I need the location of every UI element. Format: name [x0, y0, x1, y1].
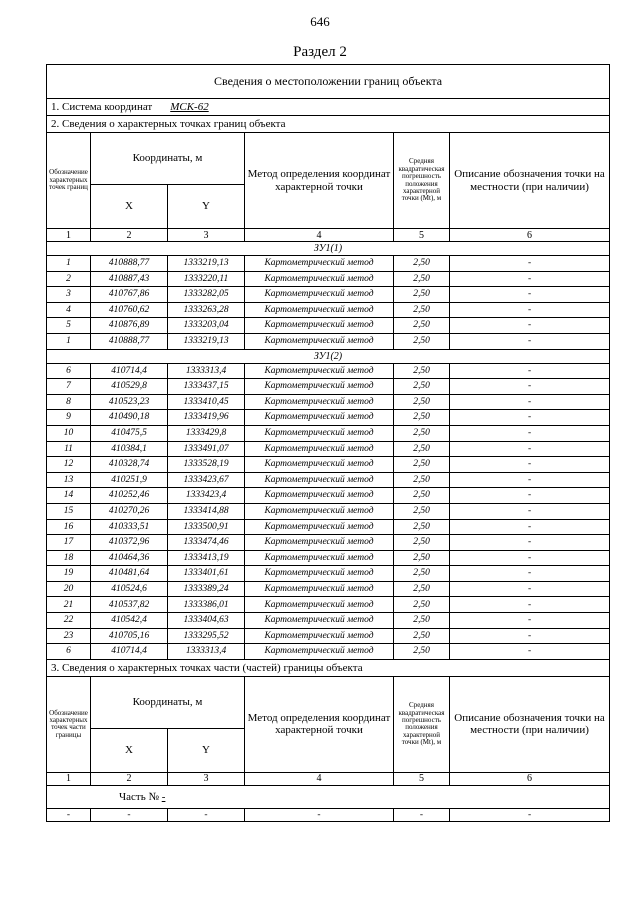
x-cell: 410490,18 — [91, 410, 168, 426]
point-id-cell: 6 — [47, 363, 91, 379]
x-cell: 410523,23 — [91, 394, 168, 410]
x-cell: 410876,89 — [91, 318, 168, 334]
point-id-cell: 6 — [47, 644, 91, 660]
point-id-cell: 22 — [47, 613, 91, 629]
column-number-cell: 2 — [91, 229, 168, 242]
method-cell: Картометрический метод — [245, 644, 394, 660]
empty-cell: - — [245, 808, 394, 821]
x-cell: 410481,64 — [91, 566, 168, 582]
method-cell: Картометрический метод — [245, 256, 394, 272]
method-cell: Картометрический метод — [245, 457, 394, 473]
empty-cell: - — [450, 808, 610, 821]
column-number-cell: 3 — [168, 229, 245, 242]
points-section-title: 2. Сведения о характерных точках границ объекта — [47, 116, 610, 133]
point-id-cell: 8 — [47, 394, 91, 410]
table-row — [47, 472, 610, 488]
mt-cell: 2,50 — [394, 425, 450, 441]
desc-cell: - — [450, 613, 610, 629]
part-row — [47, 785, 610, 808]
desc-cell: - — [450, 302, 610, 318]
x-cell: 410252,46 — [91, 488, 168, 504]
y-cell: 1333219,13 — [168, 256, 245, 272]
table-row — [47, 271, 610, 287]
method-cell: Картометрический метод — [245, 597, 394, 613]
mt-cell: 2,50 — [394, 410, 450, 426]
point-id-cell: 16 — [47, 519, 91, 535]
mt-cell: 2,50 — [394, 441, 450, 457]
desc-cell: - — [450, 597, 610, 613]
y-cell: 1333423,67 — [168, 472, 245, 488]
method-cell: Картометрический метод — [245, 425, 394, 441]
mt-cell: 2,50 — [394, 318, 450, 334]
y-cell: 1333389,24 — [168, 581, 245, 597]
header2-desc: Описание обозначения точки на местности (при наличии) — [450, 676, 610, 772]
point-id-cell: 17 — [47, 535, 91, 551]
method-cell: Картометрический метод — [245, 287, 394, 303]
x-cell: 410888,77 — [91, 256, 168, 272]
method-cell: Картометрический метод — [245, 581, 394, 597]
y-cell: 1333386,01 — [168, 597, 245, 613]
method-cell: Картометрический метод — [245, 566, 394, 582]
mt-cell: 2,50 — [394, 394, 450, 410]
table-row — [47, 535, 610, 551]
y-cell: 1333410,45 — [168, 394, 245, 410]
section-title: Раздел 2 — [293, 44, 347, 60]
table-row — [47, 644, 610, 660]
mt-cell: 2,50 — [394, 457, 450, 473]
mt-cell: 2,50 — [394, 287, 450, 303]
y-cell: 1333413,19 — [168, 550, 245, 566]
table-row — [47, 425, 610, 441]
mt-cell: 2,50 — [394, 535, 450, 551]
mt-cell: 2,50 — [394, 628, 450, 644]
desc-cell: - — [450, 581, 610, 597]
y-cell: 1333313,4 — [168, 363, 245, 379]
desc-cell: - — [450, 503, 610, 519]
point-id-cell: 21 — [47, 597, 91, 613]
mt-cell: 2,50 — [394, 333, 450, 349]
column-number-cell: 2 — [91, 772, 168, 785]
table-row — [47, 333, 610, 349]
header2-coords: Координаты, м — [91, 676, 245, 728]
header2-col1: Обозначение характерных точек части границы — [47, 676, 91, 772]
table-row — [47, 519, 610, 535]
column-number-cell: 5 — [394, 229, 450, 242]
x-cell: 410767,86 — [91, 287, 168, 303]
point-id-cell: 15 — [47, 503, 91, 519]
column-number-cell: 4 — [245, 229, 394, 242]
x-cell: 410464,36 — [91, 550, 168, 566]
point-id-cell: 2 — [47, 271, 91, 287]
method-cell: Картометрический метод — [245, 613, 394, 629]
mt-cell: 2,50 — [394, 613, 450, 629]
table-row — [47, 302, 610, 318]
header-col1: Обозначение характерных точек границ — [47, 133, 91, 229]
y-cell: 1333295,52 — [168, 628, 245, 644]
header2-method: Метод определения координат характерной точки — [245, 676, 394, 772]
empty-cell: - — [47, 808, 91, 821]
y-cell: 1333220,11 — [168, 271, 245, 287]
desc-cell: - — [450, 256, 610, 272]
point-id-cell: 3 — [47, 287, 91, 303]
desc-cell: - — [450, 488, 610, 504]
mt-cell: 2,50 — [394, 519, 450, 535]
header2-mt: Средняя квадратическая погрешность положения характерной точки (Mt), м — [394, 676, 450, 772]
header-desc: Описание обозначения точки на местности (при наличии) — [450, 133, 610, 229]
desc-cell: - — [450, 425, 610, 441]
y-cell: 1333414,88 — [168, 503, 245, 519]
method-cell: Картометрический метод — [245, 628, 394, 644]
empty-cell: - — [168, 808, 245, 821]
column-number-cell: 4 — [245, 772, 394, 785]
mt-cell: 2,50 — [394, 550, 450, 566]
header-mt: Средняя квадратическая погрешность положения характерной точки (Mt), м — [394, 133, 450, 229]
desc-cell: - — [450, 472, 610, 488]
table-row — [47, 503, 610, 519]
table-row — [47, 287, 610, 303]
method-cell: Картометрический метод — [245, 535, 394, 551]
mt-cell: 2,50 — [394, 363, 450, 379]
point-id-cell: 23 — [47, 628, 91, 644]
point-id-cell: 14 — [47, 488, 91, 504]
desc-cell: - — [450, 333, 610, 349]
desc-cell: - — [450, 410, 610, 426]
table-row — [47, 379, 610, 395]
y-cell: 1333528,19 — [168, 457, 245, 473]
point-id-cell: 19 — [47, 566, 91, 582]
point-id-cell: 4 — [47, 302, 91, 318]
desc-cell: - — [450, 363, 610, 379]
desc-cell: - — [450, 566, 610, 582]
y-cell: 1333474,46 — [168, 535, 245, 551]
mt-cell: 2,50 — [394, 472, 450, 488]
desc-cell: - — [450, 379, 610, 395]
mt-cell: 2,50 — [394, 488, 450, 504]
table-row — [47, 256, 610, 272]
desc-cell: - — [450, 287, 610, 303]
point-id-cell: 20 — [47, 581, 91, 597]
method-cell: Картометрический метод — [245, 441, 394, 457]
desc-cell: - — [450, 271, 610, 287]
column-number-cell: 6 — [450, 772, 610, 785]
column-number-cell: 6 — [450, 229, 610, 242]
point-id-cell: 18 — [47, 550, 91, 566]
y-cell: 1333437,15 — [168, 379, 245, 395]
method-cell: Картометрический метод — [245, 550, 394, 566]
y-cell: 1333219,13 — [168, 333, 245, 349]
point-id-cell: 12 — [47, 457, 91, 473]
mt-cell: 2,50 — [394, 644, 450, 660]
group-name: ЗУ1(1) — [47, 242, 610, 256]
y-cell: 1333423,4 — [168, 488, 245, 504]
desc-cell: - — [450, 628, 610, 644]
group-row — [47, 242, 610, 256]
point-id-cell: 1 — [47, 333, 91, 349]
method-cell: Картометрический метод — [245, 302, 394, 318]
desc-cell: - — [450, 644, 610, 660]
coord-system-value: МСК-62 — [170, 100, 209, 113]
table-row — [47, 566, 610, 582]
method-cell: Картометрический метод — [245, 472, 394, 488]
x-cell: 410372,96 — [91, 535, 168, 551]
point-id-cell: 10 — [47, 425, 91, 441]
boundary-table — [46, 64, 610, 822]
x-cell: 410384,1 — [91, 441, 168, 457]
method-cell: Картометрический метод — [245, 519, 394, 535]
mt-cell: 2,50 — [394, 597, 450, 613]
header-y: Y — [168, 185, 245, 229]
header-method: Метод определения координат характерной точки — [245, 133, 394, 229]
x-cell: 410524,6 — [91, 581, 168, 597]
x-cell: 410705,16 — [91, 628, 168, 644]
table-row — [47, 597, 610, 613]
method-cell: Картометрический метод — [245, 410, 394, 426]
y-cell: 1333404,63 — [168, 613, 245, 629]
desc-cell: - — [450, 457, 610, 473]
x-cell: 410714,4 — [91, 363, 168, 379]
coord-system-row — [47, 99, 610, 116]
y-cell: 1333419,96 — [168, 410, 245, 426]
y-cell: 1333401,61 — [168, 566, 245, 582]
mt-cell: 2,50 — [394, 581, 450, 597]
table-row — [47, 488, 610, 504]
x-cell: 410537,82 — [91, 597, 168, 613]
desc-cell: - — [450, 535, 610, 551]
y-cell: 1333429,8 — [168, 425, 245, 441]
desc-cell: - — [450, 550, 610, 566]
column-number-cell: 1 — [47, 772, 91, 785]
method-cell: Картометрический метод — [245, 488, 394, 504]
y-cell: 1333282,05 — [168, 287, 245, 303]
column-numbers-row — [47, 229, 610, 242]
table-row — [47, 318, 610, 334]
x-cell: 410328,74 — [91, 457, 168, 473]
column-number-cell: 1 — [47, 229, 91, 242]
table-row — [47, 550, 610, 566]
point-id-cell: 9 — [47, 410, 91, 426]
group-name: ЗУ1(2) — [47, 349, 610, 363]
point-id-cell: 1 — [47, 256, 91, 272]
method-cell: Картометрический метод — [245, 379, 394, 395]
point-id-cell: 7 — [47, 379, 91, 395]
x-cell: 410542,4 — [91, 613, 168, 629]
method-cell: Картометрический метод — [245, 363, 394, 379]
y-cell: 1333500,91 — [168, 519, 245, 535]
y-cell: 1333203,04 — [168, 318, 245, 334]
method-cell: Картометрический метод — [245, 271, 394, 287]
table-row — [47, 581, 610, 597]
y-cell: 1333263,28 — [168, 302, 245, 318]
table-row — [47, 363, 610, 379]
header-x: X — [91, 185, 168, 229]
point-id-cell: 13 — [47, 472, 91, 488]
method-cell: Картометрический метод — [245, 503, 394, 519]
method-cell: Картометрический метод — [245, 333, 394, 349]
empty-row — [47, 808, 610, 821]
part-value: - — [161, 790, 166, 803]
part-label: Часть № — [119, 790, 159, 803]
table-row — [47, 441, 610, 457]
x-cell: 410475,5 — [91, 425, 168, 441]
desc-cell: - — [450, 441, 610, 457]
mt-cell: 2,50 — [394, 379, 450, 395]
x-cell: 410714,4 — [91, 644, 168, 660]
mt-cell: 2,50 — [394, 302, 450, 318]
mt-cell: 2,50 — [394, 256, 450, 272]
desc-cell: - — [450, 519, 610, 535]
header2-x: X — [91, 728, 168, 772]
empty-cell: - — [394, 808, 450, 821]
table-row — [47, 613, 610, 629]
empty-cell: - — [91, 808, 168, 821]
table-row — [47, 394, 610, 410]
header-coords: Координаты, м — [91, 133, 245, 185]
desc-cell: - — [450, 318, 610, 334]
page-number: 646 — [310, 14, 330, 29]
y-cell: 1333313,4 — [168, 644, 245, 660]
column-number-cell: 5 — [394, 772, 450, 785]
table-row — [47, 410, 610, 426]
point-id-cell: 11 — [47, 441, 91, 457]
x-cell: 410333,51 — [91, 519, 168, 535]
y-cell: 1333491,07 — [168, 441, 245, 457]
method-cell: Картометрический метод — [245, 318, 394, 334]
parts-section-title: 3. Сведения о характерных точках части (частей) границы объекта — [47, 659, 610, 676]
table-title: Сведения о местоположении границ объекта — [47, 65, 610, 99]
desc-cell: - — [450, 394, 610, 410]
column-number-cell: 3 — [168, 772, 245, 785]
table-row — [47, 628, 610, 644]
coord-system-label: 1. Система координат — [51, 100, 153, 113]
group-row — [47, 349, 610, 363]
x-cell: 410270,26 — [91, 503, 168, 519]
point-id-cell: 5 — [47, 318, 91, 334]
x-cell: 410251,9 — [91, 472, 168, 488]
table-row — [47, 457, 610, 473]
header2-y: Y — [168, 728, 245, 772]
column-numbers-row-2 — [47, 772, 610, 785]
mt-cell: 2,50 — [394, 503, 450, 519]
x-cell: 410888,77 — [91, 333, 168, 349]
method-cell: Картометрический метод — [245, 394, 394, 410]
mt-cell: 2,50 — [394, 566, 450, 582]
x-cell: 410887,43 — [91, 271, 168, 287]
x-cell: 410529,8 — [91, 379, 168, 395]
mt-cell: 2,50 — [394, 271, 450, 287]
x-cell: 410760,62 — [91, 302, 168, 318]
